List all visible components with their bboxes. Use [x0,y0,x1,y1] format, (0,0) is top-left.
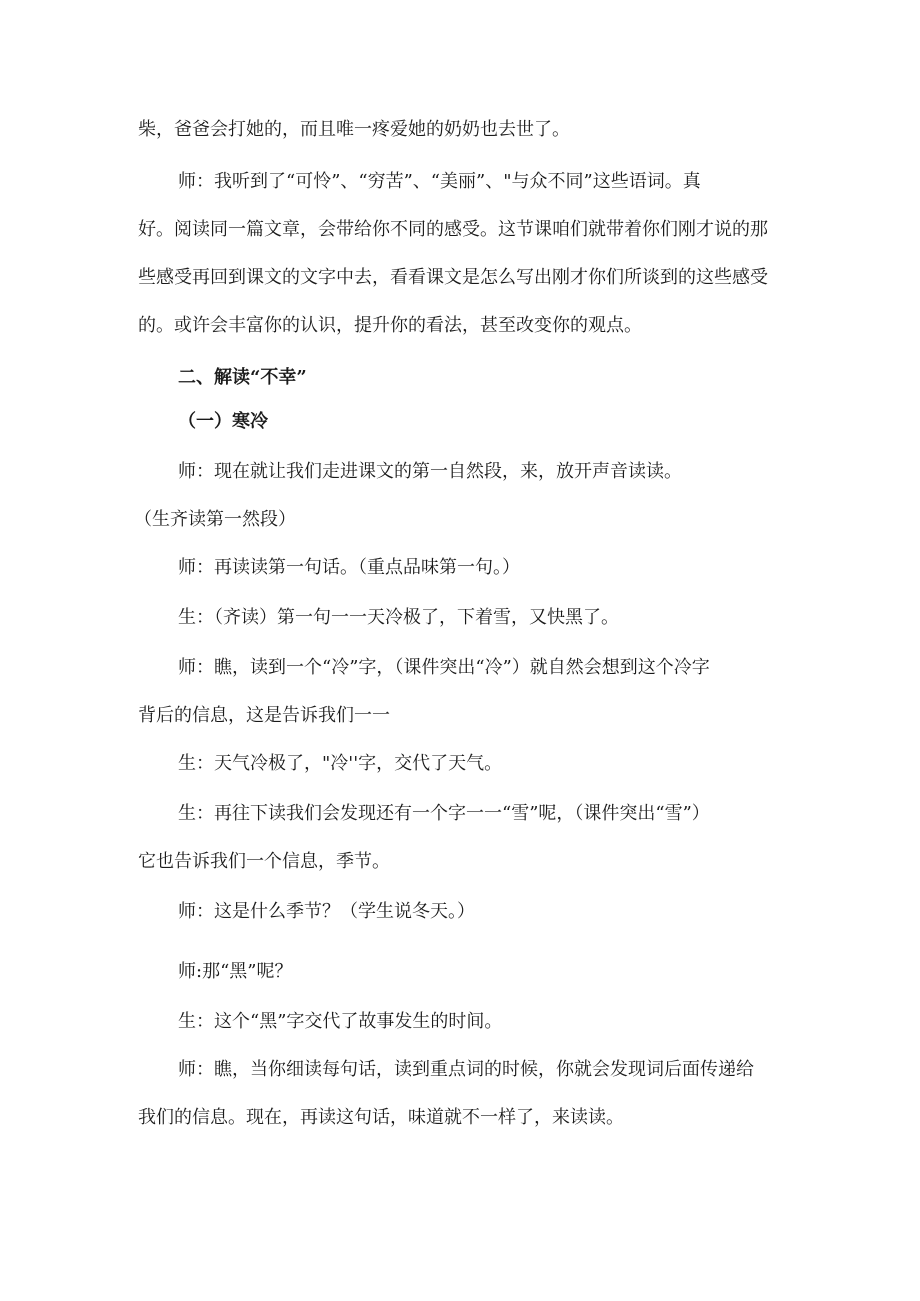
subsection-heading: （一）寒冷 [178,411,268,432]
paragraph-line: 我们的信息。现在，再读这句话，味道就不一样了，来读读。 [138,1107,624,1128]
paragraph-line: 师:那“黑”呢？ [178,961,293,982]
paragraph-line: 生：天气冷极了，"冷''字，交代了天气。 [178,753,503,774]
paragraph-line: （生齐读第一然段） [134,509,296,530]
paragraph-line: 好。阅读同一篇文章，会带给你不同的感受。这节课咱们就带着你们刚才说的那 [138,219,768,240]
paragraph-line: 师：瞧，读到一个“冷”字，（课件突出“冷”）就自然会想到这个冷字 [178,657,710,678]
paragraph-line: 生：这个“黑”字交代了故事发生的时间。 [178,1011,503,1032]
paragraph-line: 师：这是什么季节？（学生说冬天。） [178,901,475,922]
paragraph-line: 它也告诉我们一个信息，季节。 [138,851,390,872]
paragraph-line: 些感受再回到课文的文字中去，看看课文是怎么写出刚才你们所谈到的这些感受 [138,267,768,288]
paragraph-line: 师：我听到了“可怜”、“穷苦”、“美丽”、"与众不同”这些语词。真 [178,171,701,192]
paragraph-line: 生：再往下读我们会发现还有一个字一一“雪”呢，（课件突出“雪”） [178,803,710,824]
paragraph-line: 生：（齐读）第一句一一天冷极了，下着雪，又快黑了。 [178,607,619,628]
section-heading: 二、解读“不幸” [178,367,307,388]
paragraph-line: 师：瞧，当你细读每句话，读到重点词的时候，你就会发现词后面传递给 [178,1059,754,1080]
paragraph-line: 的。或许会丰富你的认识，提升你的看法，甚至改变你的观点。 [138,315,642,336]
paragraph-line: 柴，爸爸会打她的，而且唯一疼爱她的奶奶也去世了。 [138,119,570,140]
paragraph-line: 师：再读读第一句话。（重点品味第一句。） [178,557,520,578]
paragraph-line: 师：现在就让我们走进课文的第一自然段，来，放开声音读读。 [178,461,682,482]
paragraph-line: 背后的信息，这是告诉我们一一 [138,705,390,726]
